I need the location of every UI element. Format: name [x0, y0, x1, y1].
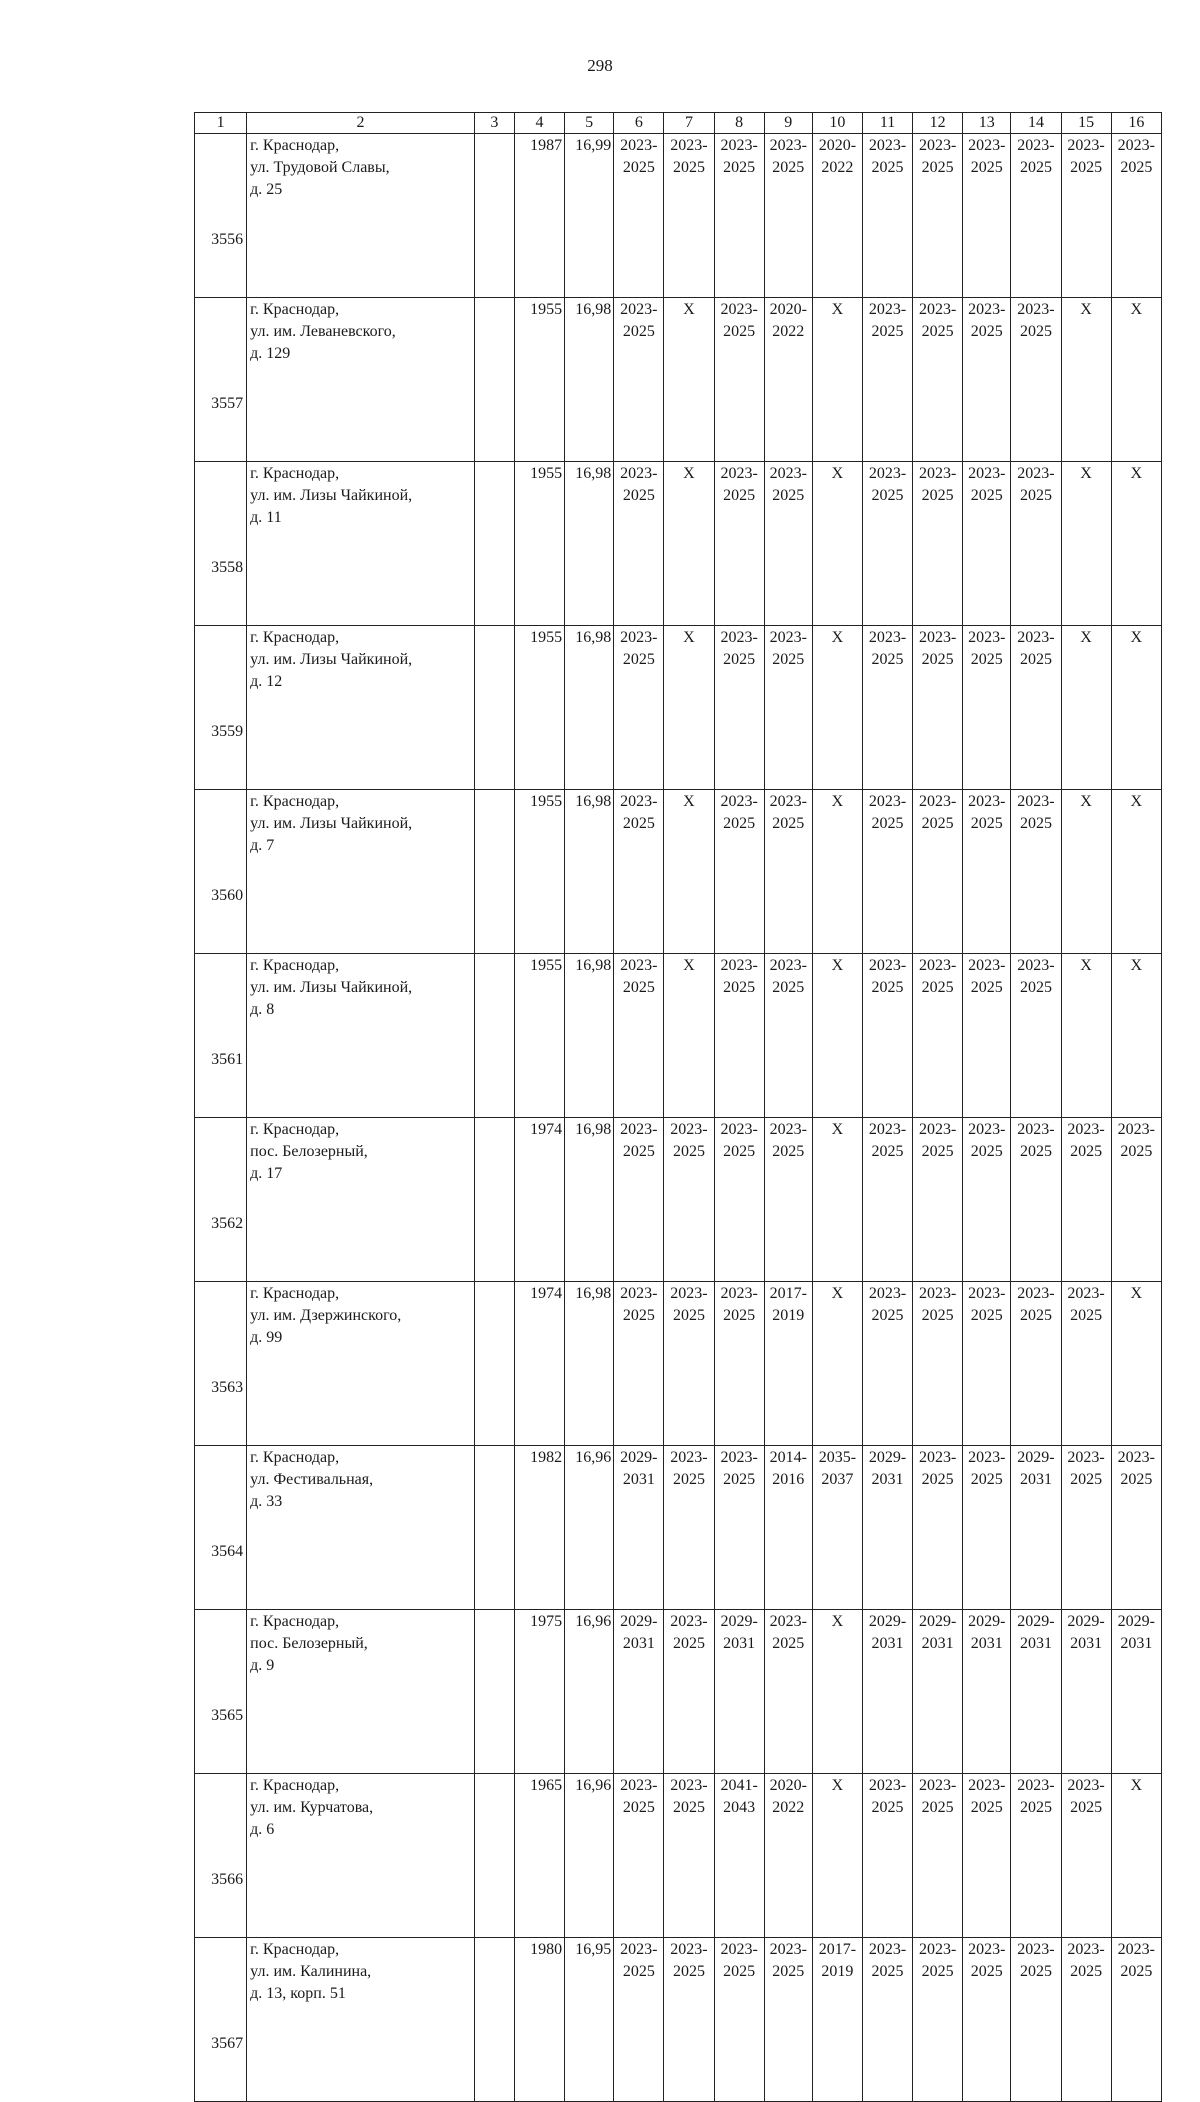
- row-number: 3563: [195, 1282, 247, 1446]
- table-row: [195, 1282, 1162, 1446]
- address-line: г. Краснодар,: [250, 465, 340, 482]
- row-number: 3561: [195, 954, 247, 1118]
- period-cell: 2023- 2025: [1011, 626, 1061, 790]
- period-cell: 2023- 2025: [1011, 1774, 1061, 1938]
- period-cell: 2023- 2025: [614, 954, 664, 1118]
- column-number: 11: [862, 113, 912, 134]
- address-cell: [247, 790, 475, 954]
- column-3-cell: [474, 1774, 514, 1938]
- period-cell: 2023- 2025: [714, 954, 764, 1118]
- period-cell: 2023- 2025: [1111, 134, 1161, 298]
- address-line: д. 33: [250, 1493, 283, 1510]
- period-cell: 2023- 2025: [1061, 1282, 1111, 1446]
- period-cell: 2023- 2025: [764, 1118, 812, 1282]
- period-cell: 2023- 2025: [913, 954, 963, 1118]
- period-cell: 2023- 2025: [714, 1446, 764, 1610]
- address-line: ул. им. Калинина,: [250, 1963, 372, 1980]
- table-row: [195, 1774, 1162, 1938]
- period-cell: 2023- 2025: [764, 134, 812, 298]
- period-cell: 2023- 2025: [714, 626, 764, 790]
- table-row: [195, 790, 1162, 954]
- period-cell: 2023- 2025: [614, 1774, 664, 1938]
- period-cell: 2023- 2025: [1011, 462, 1061, 626]
- column-3-cell: [474, 1938, 514, 2102]
- address-line: пос. Белозерный,: [250, 1143, 368, 1160]
- column-3-cell: [474, 462, 514, 626]
- period-cell: 2023- 2025: [1061, 1938, 1111, 2102]
- address-line: ул. им. Леваневского,: [250, 323, 396, 340]
- address-line: г. Краснодар,: [250, 1121, 340, 1138]
- address-line: ул. Фестивальная,: [250, 1471, 374, 1488]
- period-cell: 2023- 2025: [862, 1774, 912, 1938]
- address-line: г. Краснодар,: [250, 793, 340, 810]
- period-cell: 2023- 2025: [1111, 1446, 1161, 1610]
- address-cell: [247, 1446, 475, 1610]
- not-applicable-cell: Х: [1061, 298, 1111, 462]
- not-applicable-cell: Х: [812, 626, 862, 790]
- registry-table: [194, 112, 1162, 2102]
- period-cell: 2023- 2025: [913, 1446, 963, 1610]
- column-number: 1: [195, 113, 247, 134]
- column-3-cell: [474, 1446, 514, 1610]
- column-3-cell: [474, 1118, 514, 1282]
- period-cell: 2023- 2025: [913, 626, 963, 790]
- table-row: [195, 626, 1162, 790]
- address-line: г. Краснодар,: [250, 1449, 340, 1466]
- column-number: 5: [565, 113, 614, 134]
- not-applicable-cell: Х: [664, 626, 714, 790]
- row-number: 3562: [195, 1118, 247, 1282]
- period-cell: 2023- 2025: [1061, 1118, 1111, 1282]
- table-row: [195, 462, 1162, 626]
- period-cell: 2023- 2025: [1011, 954, 1061, 1118]
- address-cell: [247, 1938, 475, 2102]
- row-number: 3559: [195, 626, 247, 790]
- period-cell: 2023- 2025: [862, 1282, 912, 1446]
- period-cell: 2029- 2031: [1011, 1446, 1061, 1610]
- address-line: д. 7: [250, 837, 275, 854]
- page-number: 298: [587, 56, 613, 75]
- period-cell: 2023- 2025: [862, 134, 912, 298]
- column-number-row: [195, 113, 1162, 134]
- not-applicable-cell: Х: [664, 954, 714, 1118]
- period-cell: 2023- 2025: [1011, 298, 1061, 462]
- row-number: 3565: [195, 1610, 247, 1774]
- year-cell: 1975: [514, 1610, 564, 1774]
- period-cell: 2023- 2025: [913, 1118, 963, 1282]
- period-cell: 2014- 2016: [764, 1446, 812, 1610]
- period-cell: 2023- 2025: [963, 954, 1011, 1118]
- row-number: 3556: [195, 134, 247, 298]
- column-number: 16: [1111, 113, 1161, 134]
- period-cell: 2023- 2025: [664, 1446, 714, 1610]
- period-cell: 2029- 2031: [1011, 1610, 1061, 1774]
- period-cell: 2023- 2025: [714, 134, 764, 298]
- period-cell: 2023- 2025: [714, 1938, 764, 2102]
- period-cell: 2023- 2025: [963, 1446, 1011, 1610]
- value-cell: 16,96: [565, 1610, 614, 1774]
- period-cell: 2020- 2022: [764, 1774, 812, 1938]
- not-applicable-cell: Х: [1111, 1282, 1161, 1446]
- period-cell: 2029- 2031: [862, 1446, 912, 1610]
- address-line: ул. Трудовой Славы,: [250, 159, 390, 176]
- column-number: 2: [247, 113, 475, 134]
- value-cell: 16,98: [565, 790, 614, 954]
- address-line: д. 129: [250, 345, 291, 362]
- period-cell: 2023- 2025: [614, 1282, 664, 1446]
- period-cell: 2023- 2025: [614, 298, 664, 462]
- period-cell: 2020- 2022: [764, 298, 812, 462]
- column-number: 14: [1011, 113, 1061, 134]
- address-line: ул. им. Лизы Чайкиной,: [250, 651, 413, 668]
- not-applicable-cell: Х: [664, 462, 714, 626]
- period-cell: 2023- 2025: [664, 1774, 714, 1938]
- period-cell: 2029- 2031: [862, 1610, 912, 1774]
- period-cell: 2023- 2025: [614, 790, 664, 954]
- period-cell: 2023- 2025: [714, 1282, 764, 1446]
- period-cell: 2023- 2025: [614, 462, 664, 626]
- period-cell: 2023- 2025: [1011, 1118, 1061, 1282]
- period-cell: 2023- 2025: [1061, 1446, 1111, 1610]
- column-3-cell: [474, 1610, 514, 1774]
- period-cell: 2023- 2025: [1011, 134, 1061, 298]
- not-applicable-cell: Х: [1061, 790, 1111, 954]
- address-cell: [247, 626, 475, 790]
- period-cell: 2023- 2025: [1011, 1938, 1061, 2102]
- period-cell: 2023- 2025: [614, 1938, 664, 2102]
- period-cell: 2023- 2025: [913, 1282, 963, 1446]
- row-number: 3558: [195, 462, 247, 626]
- period-cell: 2023- 2025: [714, 462, 764, 626]
- row-number: 3566: [195, 1774, 247, 1938]
- not-applicable-cell: Х: [664, 790, 714, 954]
- value-cell: 16,98: [565, 1118, 614, 1282]
- address-line: пос. Белозерный,: [250, 1635, 368, 1652]
- year-cell: 1965: [514, 1774, 564, 1938]
- period-cell: 2017- 2019: [764, 1282, 812, 1446]
- address-cell: [247, 1282, 475, 1446]
- not-applicable-cell: Х: [812, 790, 862, 954]
- period-cell: 2023- 2025: [1061, 134, 1111, 298]
- address-line: г. Краснодар,: [250, 1613, 340, 1630]
- period-cell: 2023- 2025: [764, 954, 812, 1118]
- table-row: [195, 1938, 1162, 2102]
- period-cell: 2023- 2025: [614, 1118, 664, 1282]
- period-cell: 2023- 2025: [664, 1938, 714, 2102]
- table-row: [195, 298, 1162, 462]
- table-row: [195, 954, 1162, 1118]
- not-applicable-cell: Х: [1111, 298, 1161, 462]
- column-3-cell: [474, 790, 514, 954]
- row-number: 3560: [195, 790, 247, 954]
- table-row: [195, 1610, 1162, 1774]
- address-line: д. 12: [250, 673, 283, 690]
- table-row: [195, 1446, 1162, 1610]
- value-cell: 16,98: [565, 626, 614, 790]
- period-cell: 2029- 2031: [614, 1446, 664, 1610]
- column-number: 13: [963, 113, 1011, 134]
- row-number: 3557: [195, 298, 247, 462]
- address-line: ул. им. Лизы Чайкиной,: [250, 815, 413, 832]
- not-applicable-cell: Х: [812, 1774, 862, 1938]
- not-applicable-cell: Х: [1111, 954, 1161, 1118]
- period-cell: 2023- 2025: [664, 134, 714, 298]
- address-cell: [247, 134, 475, 298]
- column-number: 9: [764, 113, 812, 134]
- column-number: 10: [812, 113, 862, 134]
- column-number: 6: [614, 113, 664, 134]
- table-row: [195, 1118, 1162, 1282]
- period-cell: 2023- 2025: [963, 1938, 1011, 2102]
- address-cell: [247, 1774, 475, 1938]
- period-cell: 2023- 2025: [764, 462, 812, 626]
- period-cell: 2023- 2025: [664, 1118, 714, 1282]
- period-cell: 2023- 2025: [963, 1118, 1011, 1282]
- period-cell: 2023- 2025: [1011, 790, 1061, 954]
- address-line: г. Краснодар,: [250, 301, 340, 318]
- period-cell: 2029- 2031: [1111, 1610, 1161, 1774]
- period-cell: 2023- 2025: [963, 1282, 1011, 1446]
- period-cell: 2023- 2025: [862, 790, 912, 954]
- value-cell: 16,98: [565, 1282, 614, 1446]
- value-cell: 16,99: [565, 134, 614, 298]
- value-cell: 16,96: [565, 1774, 614, 1938]
- not-applicable-cell: Х: [812, 298, 862, 462]
- address-line: д. 13, корп. 51: [250, 1985, 346, 2002]
- period-cell: 2023- 2025: [862, 626, 912, 790]
- not-applicable-cell: Х: [1061, 954, 1111, 1118]
- period-cell: 2017- 2019: [812, 1938, 862, 2102]
- address-line: д. 17: [250, 1165, 283, 1182]
- period-cell: 2023- 2025: [913, 1938, 963, 2102]
- column-3-cell: [474, 298, 514, 462]
- period-cell: 2029- 2031: [714, 1610, 764, 1774]
- address-cell: [247, 1610, 475, 1774]
- address-line: г. Краснодар,: [250, 629, 340, 646]
- period-cell: 2023- 2025: [1061, 1774, 1111, 1938]
- period-cell: 2023- 2025: [862, 954, 912, 1118]
- address-line: г. Краснодар,: [250, 1285, 340, 1302]
- period-cell: 2023- 2025: [764, 1938, 812, 2102]
- row-number: 3567: [195, 1938, 247, 2102]
- not-applicable-cell: Х: [1111, 462, 1161, 626]
- period-cell: 2023- 2025: [963, 1774, 1011, 1938]
- value-cell: 16,98: [565, 462, 614, 626]
- period-cell: 2023- 2025: [1111, 1118, 1161, 1282]
- not-applicable-cell: Х: [1111, 790, 1161, 954]
- year-cell: 1955: [514, 462, 564, 626]
- period-cell: 2023- 2025: [614, 134, 664, 298]
- address-line: д. 99: [250, 1329, 283, 1346]
- address-line: г. Краснодар,: [250, 1777, 340, 1794]
- period-cell: 2023- 2025: [913, 134, 963, 298]
- column-3-cell: [474, 134, 514, 298]
- period-cell: 2029- 2031: [1061, 1610, 1111, 1774]
- period-cell: 2023- 2025: [764, 1610, 812, 1774]
- not-applicable-cell: Х: [812, 1282, 862, 1446]
- column-number: 7: [664, 113, 714, 134]
- not-applicable-cell: Х: [812, 1118, 862, 1282]
- period-cell: 2023- 2025: [963, 790, 1011, 954]
- year-cell: 1982: [514, 1446, 564, 1610]
- period-cell: 2023- 2025: [764, 626, 812, 790]
- year-cell: 1987: [514, 134, 564, 298]
- not-applicable-cell: Х: [1061, 626, 1111, 790]
- period-cell: 2029- 2031: [963, 1610, 1011, 1774]
- period-cell: 2023- 2025: [664, 1282, 714, 1446]
- period-cell: 2023- 2025: [664, 1610, 714, 1774]
- year-cell: 1955: [514, 298, 564, 462]
- column-number: 4: [514, 113, 564, 134]
- column-number: 12: [913, 113, 963, 134]
- address-line: ул. им. Курчатова,: [250, 1799, 374, 1816]
- period-cell: 2023- 2025: [614, 626, 664, 790]
- period-cell: 2023- 2025: [714, 1118, 764, 1282]
- address-line: г. Краснодар,: [250, 1941, 340, 1958]
- table-body: [195, 113, 1162, 2102]
- period-cell: 2023- 2025: [862, 298, 912, 462]
- not-applicable-cell: Х: [664, 298, 714, 462]
- year-cell: 1974: [514, 1282, 564, 1446]
- value-cell: 16,96: [565, 1446, 614, 1610]
- period-cell: 2023- 2025: [1111, 1938, 1161, 2102]
- not-applicable-cell: Х: [812, 954, 862, 1118]
- period-cell: 2023- 2025: [764, 790, 812, 954]
- address-line: д. 8: [250, 1001, 275, 1018]
- address-line: г. Краснодар,: [250, 957, 340, 974]
- row-number: 3564: [195, 1446, 247, 1610]
- column-number: 15: [1061, 113, 1111, 134]
- table-row: [195, 134, 1162, 298]
- period-cell: 2041- 2043: [714, 1774, 764, 1938]
- not-applicable-cell: Х: [1111, 626, 1161, 790]
- period-cell: 2023- 2025: [714, 790, 764, 954]
- period-cell: 2023- 2025: [963, 462, 1011, 626]
- column-3-cell: [474, 1282, 514, 1446]
- period-cell: 2023- 2025: [714, 298, 764, 462]
- address-line: д. 25: [250, 181, 283, 198]
- value-cell: 16,98: [565, 298, 614, 462]
- period-cell: 2029- 2031: [913, 1610, 963, 1774]
- year-cell: 1955: [514, 954, 564, 1118]
- not-applicable-cell: Х: [1061, 462, 1111, 626]
- address-cell: [247, 298, 475, 462]
- column-number: 8: [714, 113, 764, 134]
- period-cell: 2020- 2022: [812, 134, 862, 298]
- address-cell: [247, 954, 475, 1118]
- address-line: ул. им. Лизы Чайкиной,: [250, 979, 413, 996]
- column-3-cell: [474, 954, 514, 1118]
- period-cell: 2023- 2025: [913, 1774, 963, 1938]
- column-number: 3: [474, 113, 514, 134]
- period-cell: 2023- 2025: [1011, 1282, 1061, 1446]
- period-cell: 2035- 2037: [812, 1446, 862, 1610]
- column-3-cell: [474, 626, 514, 790]
- period-cell: 2023- 2025: [862, 1118, 912, 1282]
- address-cell: [247, 462, 475, 626]
- period-cell: 2023- 2025: [913, 790, 963, 954]
- not-applicable-cell: Х: [812, 1610, 862, 1774]
- address-line: д. 9: [250, 1657, 275, 1674]
- period-cell: 2023- 2025: [963, 298, 1011, 462]
- year-cell: 1955: [514, 790, 564, 954]
- not-applicable-cell: Х: [1111, 1774, 1161, 1938]
- address-line: ул. им. Лизы Чайкиной,: [250, 487, 413, 504]
- year-cell: 1955: [514, 626, 564, 790]
- period-cell: 2029- 2031: [614, 1610, 664, 1774]
- address-line: д. 11: [250, 509, 282, 526]
- value-cell: 16,95: [565, 1938, 614, 2102]
- period-cell: 2023- 2025: [862, 462, 912, 626]
- period-cell: 2023- 2025: [913, 462, 963, 626]
- period-cell: 2023- 2025: [963, 626, 1011, 790]
- address-cell: [247, 1118, 475, 1282]
- period-cell: 2023- 2025: [913, 298, 963, 462]
- address-line: г. Краснодар,: [250, 137, 340, 154]
- year-cell: 1980: [514, 1938, 564, 2102]
- address-line: ул. им. Дзержинского,: [250, 1307, 402, 1324]
- year-cell: 1974: [514, 1118, 564, 1282]
- value-cell: 16,98: [565, 954, 614, 1118]
- address-line: д. 6: [250, 1821, 275, 1838]
- not-applicable-cell: Х: [812, 462, 862, 626]
- period-cell: 2023- 2025: [862, 1938, 912, 2102]
- period-cell: 2023- 2025: [963, 134, 1011, 298]
